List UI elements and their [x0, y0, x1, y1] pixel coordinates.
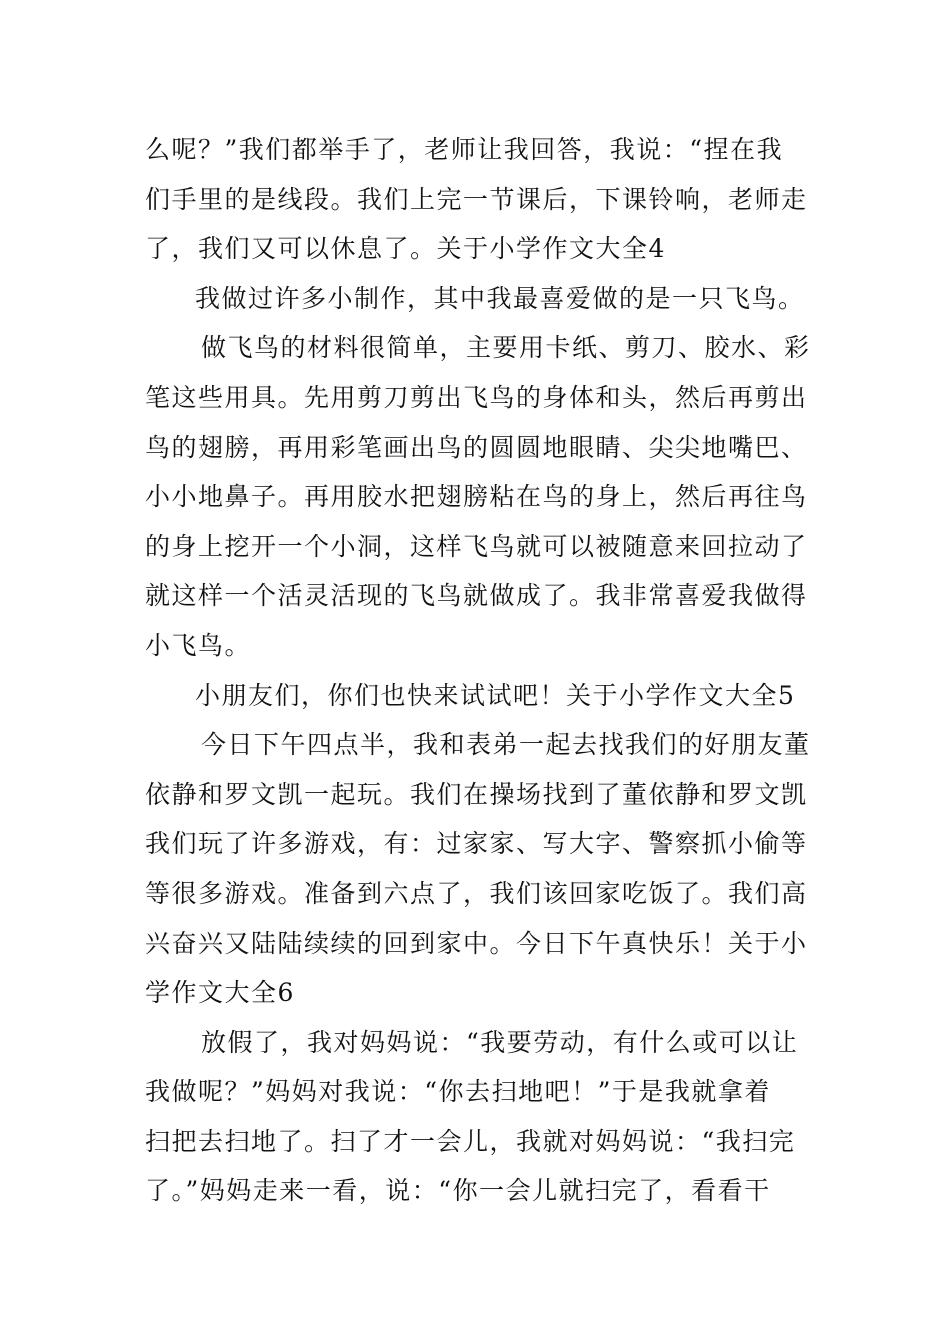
text-line: 兴奋兴又陆陆续续的回到家中。今日下午真快乐！关于小 — [145, 928, 808, 958]
text-line: 依静和罗文凯一起玩。我们在操场找到了董依静和罗文凯 — [145, 779, 808, 809]
text-line: 了。”妈妈走来一看，说：“你一会儿就扫完了，看看干 — [145, 1176, 771, 1206]
text-line: 我做呢？”妈妈对我说：“你去扫地吧！”于是我就拿着 — [145, 1077, 771, 1107]
text-line: 的身上挖开一个小洞，这样飞鸟就可以被随意来回拉动了 — [145, 531, 808, 561]
text-line: 就这样一个活灵活现的飞鸟就做成了。我非常喜爱我做得 — [145, 581, 808, 611]
text-line: 我做过许多小制作，其中我最喜爱做的是一只飞鸟。 — [195, 283, 805, 313]
text-line: 了，我们又可以休息了。关于小学作文大全4 — [145, 234, 666, 264]
text-line: 我们玩了许多游戏，有：过家家、写大字、警察抓小偷等 — [145, 829, 808, 859]
text-line: 小飞鸟。 — [145, 630, 252, 660]
text-line: 鸟的翅膀，再用彩笔画出鸟的圆圆地眼睛、尖尖地嘴巴、 — [145, 432, 808, 462]
text-line: 们手里的是线段。我们上完一节课后，下课铃响，老师走 — [145, 184, 808, 214]
text-line: 等很多游戏。准备到六点了，我们该回家吃饭了。我们高 — [145, 878, 808, 908]
text-line: 放假了，我对妈妈说：“我要劳动，有什么或可以让 — [201, 1027, 799, 1057]
text-line: 小小地鼻子。再用胶水把翅膀粘在鸟的身上，然后再往鸟 — [145, 482, 808, 512]
text-line: 今日下午四点半，我和表弟一起去找我们的好朋友董 — [201, 730, 811, 760]
text-line: 小朋友们，你们也快来试试吧！关于小学作文大全5 — [195, 680, 796, 710]
text-line: 学作文大全6 — [145, 978, 295, 1008]
text-line: 扫把去扫地了。扫了才一会儿，我就对妈妈说：“我扫完 — [145, 1126, 796, 1156]
text-line: 么呢？”我们都举手了，老师让我回答，我说：“捏在我 — [145, 135, 784, 164]
text-line: 做飞鸟的材料很简单，主要用卡纸、剪刀、胶水、彩 — [201, 333, 811, 363]
document-body — [145, 125, 810, 1216]
text-line: 笔这些用具。先用剪刀剪出飞鸟的身体和头，然后再剪出 — [145, 382, 808, 412]
